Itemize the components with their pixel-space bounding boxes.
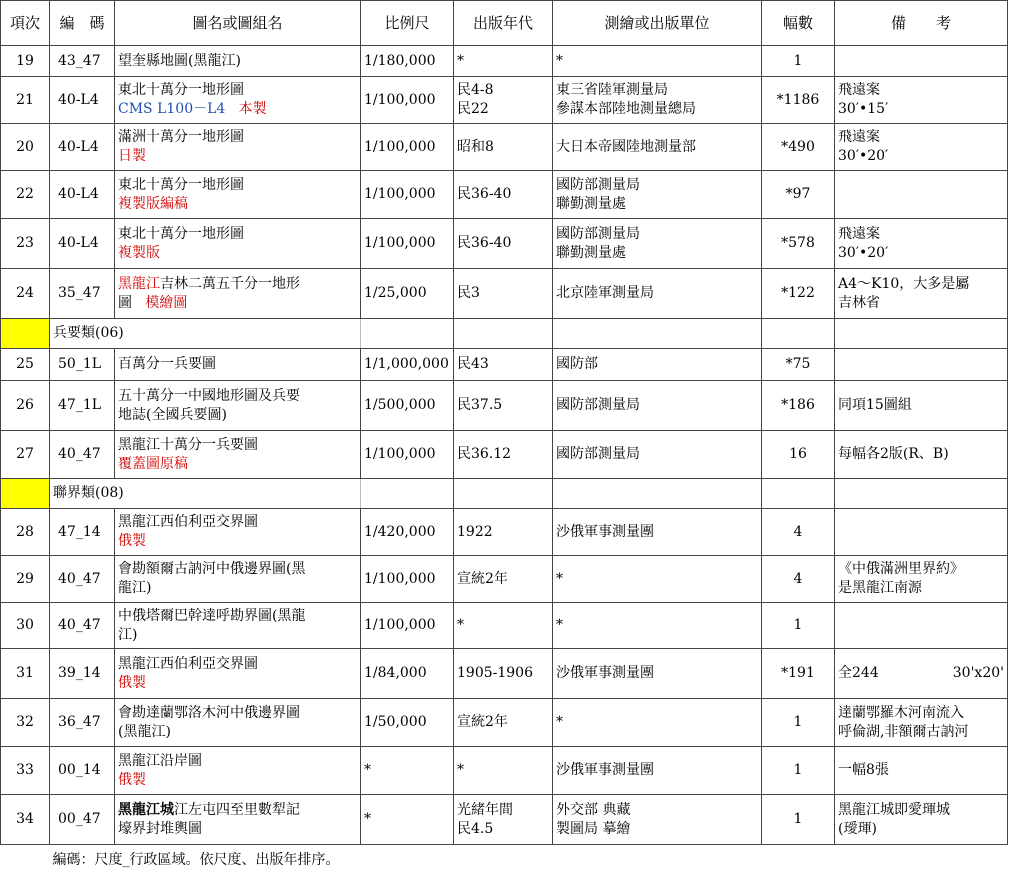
item-no: 33 (1, 747, 50, 795)
header-item-no: 項次 (1, 1, 50, 46)
empty-cell (553, 479, 762, 509)
footer-note: 編碼：尺度_行政區域。依尺度、出版年排序。 (52, 851, 340, 868)
empty-cell (762, 319, 835, 349)
notes-cell: 同項15圖組 (835, 381, 1008, 431)
empty-cell (454, 479, 553, 509)
section-marker (1, 479, 50, 509)
code-cell: 40_47 (50, 603, 115, 649)
header-row (1, 1, 1008, 46)
count-cell: *191 (762, 649, 835, 699)
map-name-line: 五十萬分一中國地形圖及兵要 (118, 387, 300, 404)
scale-cell: 1/100,000 (361, 603, 454, 649)
unit-cell: 沙俄軍事測量團 (553, 649, 762, 699)
map-name-cell: 百萬分一兵要圖 (115, 349, 361, 381)
map-name-cell (115, 509, 361, 556)
city-name: 黑龍江城 (118, 801, 174, 818)
code-cell: 40-L4 (50, 77, 115, 124)
origin-label: 覆蓋圖原稿 (118, 455, 188, 472)
code-cell: 40_47 (50, 431, 115, 479)
empty-cell (762, 845, 835, 876)
notes-cell: 一幅8張 (835, 747, 1008, 795)
count-cell: *97 (762, 171, 835, 219)
header-notes: 備 考 (835, 1, 1008, 46)
unit-cell (553, 795, 762, 845)
table-row (1, 171, 1008, 219)
unit-cell: * (553, 699, 762, 747)
map-name-cell: 望奎縣地圖(黑龍江) (115, 46, 361, 77)
map-name-line: 黑龍江沿岸圖 (118, 752, 202, 769)
section-row (1, 319, 1008, 349)
empty-cell (762, 479, 835, 509)
unit-cell: 大日本帝國陸地測量部 (553, 124, 762, 171)
count-cell: *490 (762, 124, 835, 171)
note-line: (璦琿) (838, 820, 877, 837)
note-line: 黑龍江城即愛琿城 (838, 801, 950, 818)
unit-line: 參謀本部陸地測量總局 (556, 101, 696, 117)
code-cell: 36_47 (50, 699, 115, 747)
origin-label: 俄製 (118, 771, 146, 788)
year-cell: * (454, 747, 553, 795)
section-marker (1, 319, 50, 349)
unit-line: 國防部測量局 (556, 176, 640, 193)
notes-cell (835, 171, 1008, 219)
item-no: 29 (1, 556, 50, 603)
empty-cell (835, 319, 1008, 349)
map-name-line: 江) (118, 626, 138, 643)
map-name-cell (115, 269, 361, 319)
unit-line: 外交部 典藏 (556, 801, 631, 818)
map-name-line: 龍江) (118, 580, 152, 596)
table-row (1, 699, 1008, 747)
count-cell: 16 (762, 431, 835, 479)
scale-cell: 1/100,000 (361, 219, 454, 269)
map-name-line: 中俄塔爾巴幹達呼勘界圖(黑龍 (118, 607, 306, 624)
year-line: 光緒年間 (457, 801, 513, 818)
code-cell: 50_1L (50, 349, 115, 381)
region-label: 黑龍江 (118, 275, 160, 292)
code-cell: 40-L4 (50, 171, 115, 219)
table-row (1, 431, 1008, 479)
scale-cell: 1/100,000 (361, 124, 454, 171)
count-cell: 1 (762, 747, 835, 795)
table-row (1, 509, 1008, 556)
empty-cell (835, 479, 1008, 509)
map-name-cell (115, 699, 361, 747)
scale-cell: 1/1,000,000 (361, 349, 454, 381)
map-name-cell (115, 603, 361, 649)
table-row (1, 349, 1008, 381)
item-no: 30 (1, 603, 50, 649)
header-count: 幅數 (762, 1, 835, 46)
table-row (1, 556, 1008, 603)
year-cell (454, 77, 553, 124)
unit-cell: 北京陸軍測量局 (553, 269, 762, 319)
count-cell: *1186 (762, 77, 835, 124)
unit-cell: * (553, 46, 762, 77)
note-line: 30′•20′ (838, 148, 889, 164)
notes-cell (835, 219, 1008, 269)
unit-cell (553, 77, 762, 124)
item-no: 31 (1, 649, 50, 699)
scale-cell: 1/100,000 (361, 171, 454, 219)
scale-cell: 1/180,000 (361, 46, 454, 77)
map-name-line: 滿洲十萬分一地形圖 (118, 129, 244, 145)
map-name-line: 東北十萬分一地形圖 (118, 176, 244, 193)
year-line: 民22 (457, 101, 489, 117)
code-cell: 35_47 (50, 269, 115, 319)
item-no: 19 (1, 46, 50, 77)
notes-cell (835, 77, 1008, 124)
map-name-cell (115, 171, 361, 219)
table-row (1, 381, 1008, 431)
year-cell: 民3 (454, 269, 553, 319)
code-cell: 47_1L (50, 381, 115, 431)
map-name-line: 東北十萬分一地形圖 (118, 225, 244, 242)
item-no: 28 (1, 509, 50, 556)
year-cell: 宣統2年 (454, 556, 553, 603)
map-name-line: 黑龍江西伯利亞交界圖 (118, 655, 258, 672)
notes-cell: 每幅各2版(R、B) (835, 431, 1008, 479)
map-name-line: 地誌(全國兵要圖) (118, 406, 227, 423)
item-no: 34 (1, 795, 50, 845)
map-name-line: 會勘達蘭鄂洛木河中俄邊界圖 (118, 704, 300, 721)
year-cell: 昭和8 (454, 124, 553, 171)
map-name-cell (115, 649, 361, 699)
notes-cell (835, 556, 1008, 603)
table-row (1, 77, 1008, 124)
year-cell: 宣統2年 (454, 699, 553, 747)
unit-line: 聯勤測量處 (556, 195, 626, 212)
count-cell: 4 (762, 556, 835, 603)
unit-cell (553, 219, 762, 269)
scale-cell: 1/25,000 (361, 269, 454, 319)
notes-cell (835, 349, 1008, 381)
count-cell: 1 (762, 603, 835, 649)
notes-cell (835, 699, 1008, 747)
footer-row (1, 845, 1008, 876)
count-cell: 4 (762, 509, 835, 556)
note-line: 30′•20′ (838, 244, 889, 261)
map-code-label: CMS L100－L4 (118, 101, 226, 117)
count-cell: 1 (762, 46, 835, 77)
scale-cell: 1/84,000 (361, 649, 454, 699)
empty-cell (454, 319, 553, 349)
scale-cell: 1/100,000 (361, 556, 454, 603)
item-no: 26 (1, 381, 50, 431)
notes-cell (835, 124, 1008, 171)
note-line: 吉林省 (838, 294, 880, 311)
unit-line: 製圖局 摹繪 (556, 820, 631, 837)
section-label: 兵要類(06) (50, 319, 361, 349)
map-name-cell (115, 77, 361, 124)
origin-label: 複製版編稿 (118, 195, 188, 212)
unit-cell: 沙俄軍事測量團 (553, 509, 762, 556)
item-no: 24 (1, 269, 50, 319)
map-name-cell (115, 124, 361, 171)
item-no: 25 (1, 349, 50, 381)
unit-line: 東三省陸軍測量局 (556, 82, 668, 98)
map-name-line: 黑龍江西伯利亞交界圖 (118, 514, 258, 530)
origin-label: 本製 (238, 101, 267, 117)
unit-cell: * (553, 556, 762, 603)
origin-label: 日製 (118, 148, 146, 164)
note-right: 30'x20' (952, 665, 1004, 681)
map-name-line: 壕界封堆輿圖 (118, 820, 202, 837)
code-cell: 40_47 (50, 556, 115, 603)
year-line: 民4-8 (457, 82, 494, 98)
count-cell: *578 (762, 219, 835, 269)
section-row (1, 479, 1008, 509)
notes-cell (835, 509, 1008, 556)
note-left: 全244 (838, 665, 879, 681)
scale-cell: 1/50,000 (361, 699, 454, 747)
year-cell: * (454, 46, 553, 77)
note-line: 30′•15′ (838, 101, 889, 117)
scale-cell: * (361, 747, 454, 795)
map-name-text: 江左屯四至里數犁記 (174, 801, 300, 818)
unit-cell: 國防部測量局 (553, 431, 762, 479)
map-name-line: 黑龍江十萬分一兵要圖 (118, 436, 258, 453)
section-label: 聯界類(08) (50, 479, 361, 509)
code-cell: 39_14 (50, 649, 115, 699)
scale-cell: 1/420,000 (361, 509, 454, 556)
scale-cell: 1/100,000 (361, 77, 454, 124)
header-map-name: 圖名或圖組名 (115, 1, 361, 46)
origin-label: 模繪圖 (145, 294, 188, 311)
empty-cell (553, 319, 762, 349)
note-line: 飛遠案 (838, 82, 880, 98)
count-cell: *122 (762, 269, 835, 319)
map-name-cell (115, 219, 361, 269)
count-cell: *186 (762, 381, 835, 431)
year-cell: 民37.5 (454, 381, 553, 431)
item-no: 20 (1, 124, 50, 171)
unit-cell (553, 171, 762, 219)
unit-cell: * (553, 603, 762, 649)
table-row (1, 269, 1008, 319)
origin-label: 複製版 (118, 244, 160, 261)
scale-cell: * (361, 795, 454, 845)
unit-line: 聯勤測量處 (556, 244, 626, 261)
item-no: 23 (1, 219, 50, 269)
table-row (1, 747, 1008, 795)
table-row (1, 219, 1008, 269)
header-code: 編 碼 (50, 1, 115, 46)
year-cell: 民43 (454, 349, 553, 381)
header-scale: 比例尺 (361, 1, 454, 46)
code-cell: 00_14 (50, 747, 115, 795)
count-cell: *75 (762, 349, 835, 381)
note-line: 是黑龍江南源 (838, 580, 922, 596)
map-name-cell (115, 381, 361, 431)
notes-cell (835, 603, 1008, 649)
table-row (1, 795, 1008, 845)
map-name-cell (115, 556, 361, 603)
map-name-cell (115, 795, 361, 845)
origin-label: 俄製 (118, 533, 146, 549)
item-no: 27 (1, 431, 50, 479)
map-name-text: 圖 (118, 294, 132, 311)
empty-cell (361, 479, 454, 509)
map-name-cell (115, 431, 361, 479)
map-name-line: (黑龍江) (118, 723, 171, 740)
unit-cell: 國防部測量局 (553, 381, 762, 431)
code-cell: 00_47 (50, 795, 115, 845)
table-row (1, 649, 1008, 699)
item-no: 21 (1, 77, 50, 124)
note-line: 達蘭鄂羅木河南流入 (838, 704, 964, 721)
scale-cell: 1/500,000 (361, 381, 454, 431)
item-no: 22 (1, 171, 50, 219)
map-name-cell (115, 747, 361, 795)
note-line: 呼倫湖,非額爾古訥河 (838, 723, 969, 740)
year-cell: 1905-1906 (454, 649, 553, 699)
origin-label: 俄製 (118, 674, 146, 691)
header-unit: 測繪或出版單位 (553, 1, 762, 46)
year-cell: * (454, 603, 553, 649)
notes-cell (835, 795, 1008, 845)
table-row (1, 603, 1008, 649)
notes-cell (835, 46, 1008, 77)
count-cell: 1 (762, 795, 835, 845)
empty-cell (835, 845, 1008, 876)
note-line: 飛遠案 (838, 225, 880, 242)
year-cell (454, 795, 553, 845)
year-cell: 1922 (454, 509, 553, 556)
unit-cell: 沙俄軍事測量團 (553, 747, 762, 795)
code-cell: 43_47 (50, 46, 115, 77)
note-line: 《中俄滿洲里界約》 (838, 561, 964, 577)
year-cell: 民36.12 (454, 431, 553, 479)
notes-cell (835, 269, 1008, 319)
empty-cell (1, 845, 50, 876)
map-name-text: 吉林二萬五千分一地形 (160, 275, 300, 292)
code-cell: 40-L4 (50, 219, 115, 269)
header-year: 出版年代 (454, 1, 553, 46)
empty-cell (553, 845, 762, 876)
scale-cell: 1/100,000 (361, 431, 454, 479)
year-cell: 民36-40 (454, 171, 553, 219)
code-cell: 40-L4 (50, 124, 115, 171)
year-cell: 民36-40 (454, 219, 553, 269)
note-line: A4～K10，大多是屬 (838, 275, 970, 292)
year-line: 民4.5 (457, 820, 494, 837)
unit-line: 國防部測量局 (556, 225, 640, 242)
table-row (1, 124, 1008, 171)
table-row (1, 46, 1008, 77)
notes-cell (835, 649, 1008, 699)
code-cell: 47_14 (50, 509, 115, 556)
note-line: 飛遠案 (838, 129, 880, 145)
map-name-line: 東北十萬分一地形圖 (118, 82, 244, 98)
item-no: 32 (1, 699, 50, 747)
unit-cell: 國防部 (553, 349, 762, 381)
count-cell: 1 (762, 699, 835, 747)
map-name-line: 會勘額爾古訥河中俄邊界圖(黑 (118, 561, 306, 577)
empty-cell (361, 319, 454, 349)
